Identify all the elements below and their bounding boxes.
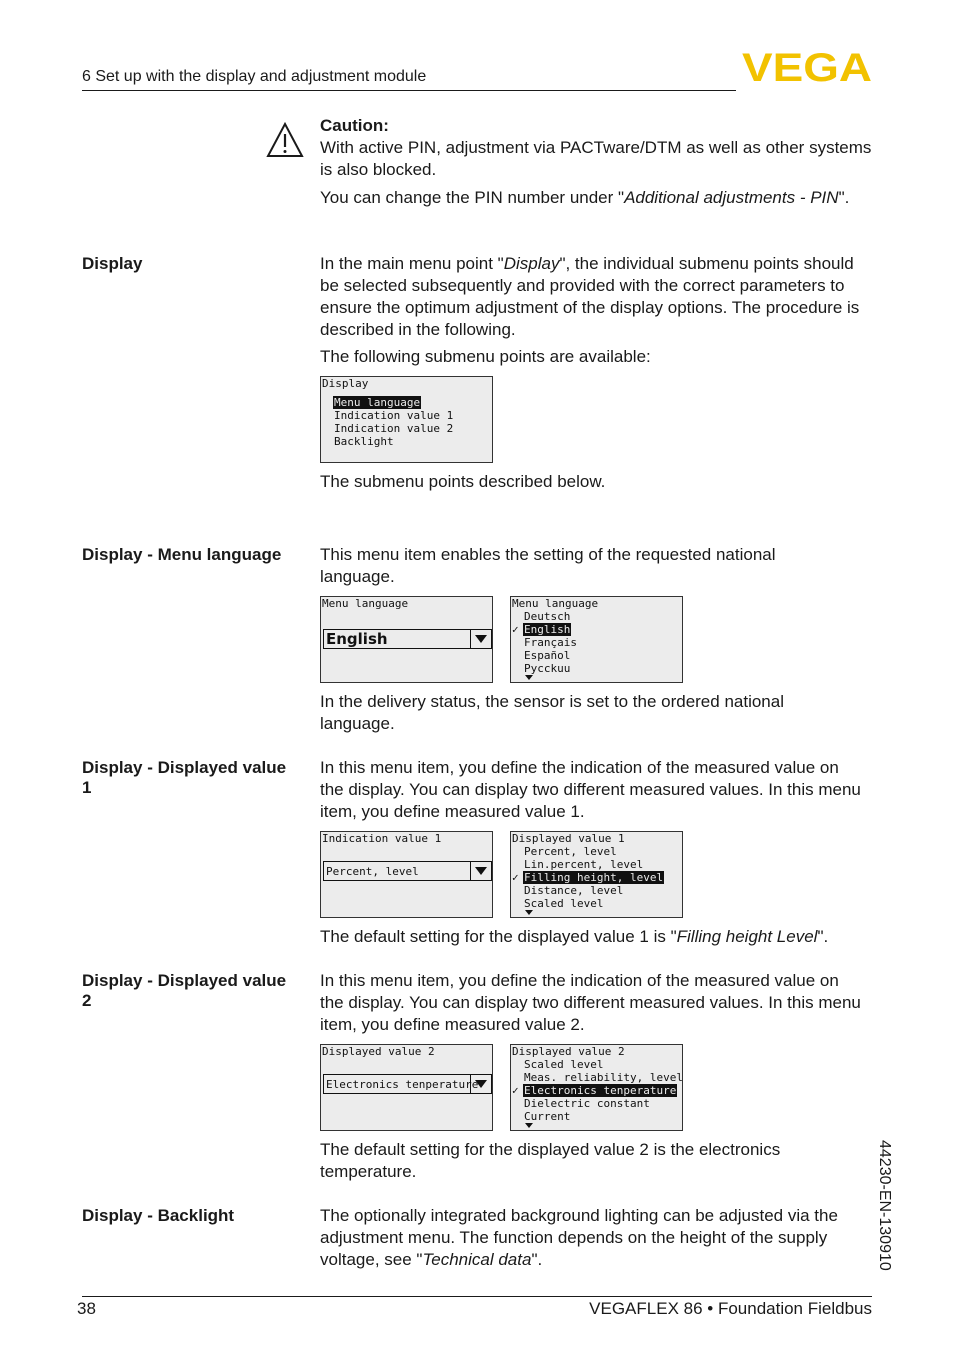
lcd-item-selected: Electronics tenperature (524, 1084, 677, 1097)
lcd-item: Percent, level (524, 845, 617, 858)
display-submenu-note: The submenu points described below. (320, 472, 606, 491)
lcd-item: Pycckuu (524, 662, 571, 675)
dropdown-arrow-icon (470, 630, 491, 648)
display-intro: In the main menu point "Display", the individual submenu points should be selected subsequently and provided with the correct parameters to ensure the optimum adjustment of the display options. The procedure is described in the following. (320, 254, 860, 339)
caution-block (320, 115, 872, 209)
menu-language-text: This menu item enables the setting of the requested national language. (320, 545, 776, 586)
displayed-value-1-default: The default setting for the displayed value 1 is "Filling height Level". (320, 927, 829, 946)
displayed-value-2-default: The default setting for the displayed value 2 is the electronics temperature. (320, 1140, 781, 1181)
header-section-title: 6 Set up with the display and adjustment module (82, 68, 427, 85)
lcd-menu-language-select (320, 596, 493, 683)
lcd-item-selected: English (524, 623, 571, 636)
page-number: 38 (77, 1299, 96, 1318)
scroll-down-icon (525, 910, 533, 915)
caution-title: Caution: (320, 116, 389, 135)
lcd-item: Dielectric constant (524, 1097, 650, 1110)
lcd-item: Deutsch (524, 610, 571, 623)
lcd-title: Indication value 1 (322, 832, 442, 845)
lcd-item-selected: Menu language (334, 396, 421, 409)
caution-pin-note: You can change the PIN number under "Additional adjustments - PIN". (320, 188, 850, 207)
backlight-text: The optionally integrated background lighting can be adjusted via the adjustment menu. The function depends on the height of the supply voltage, see "Technical data". (320, 1206, 838, 1269)
lcd-menu-language-list (510, 596, 683, 683)
backlight-label: Display - Backlight (82, 1206, 235, 1225)
lcd-title: Displayed value 2 (322, 1045, 435, 1058)
lcd-item: Distance, level (524, 884, 624, 897)
scroll-down-icon (525, 1123, 533, 1128)
lcd-dropdown (323, 629, 492, 649)
lcd-dropdown-value: Electronics tenperature (326, 1078, 479, 1091)
display-label: Display (82, 254, 143, 273)
checkmark-icon: ✓ (512, 871, 519, 884)
displayed-value-2-text: In this menu item, you define the indication of the measured value on the display. You can display two different measured values. In this menu item, you define measured value 2. (320, 971, 861, 1034)
displayed-value-1-text: In this menu item, you define the indication of the measured value on the display. You can display two different measured values. In this menu item, you define measured value 1. (320, 758, 861, 821)
caution-text: With active PIN, adjustment via PACTware/DTM as well as other systems is also blocked. (320, 138, 872, 179)
lcd-dropdown-value: Percent, level (326, 865, 419, 878)
lcd-title: Menu language (322, 597, 409, 610)
lcd-indication-value-1 (320, 831, 493, 918)
lcd-item: Scaled level (524, 897, 604, 910)
header-rule (82, 90, 736, 91)
lcd-dropdown (323, 861, 492, 881)
lcd-item: Current (524, 1110, 571, 1123)
footer-product: VEGAFLEX 86 • Foundation Fieldbus (589, 1299, 872, 1318)
lcd-item: Indication value 1 (334, 409, 454, 422)
lcd-title: Display (322, 377, 369, 390)
lcd-item: Español (524, 649, 571, 662)
lcd-displayed-value-1-list (510, 831, 683, 918)
lcd-title: Displayed value 1 (512, 832, 625, 845)
lcd-item: Backlight (334, 435, 394, 448)
lcd-item: Scaled level (524, 1058, 604, 1071)
lcd-item: Lin.percent, level (524, 858, 644, 871)
displayed-value-2-label: Display - Displayed value 2 (82, 971, 287, 1010)
menu-language-label: Display - Menu language (82, 545, 282, 564)
lcd-item: Meas. reliability, level (524, 1071, 683, 1084)
dropdown-arrow-icon (470, 862, 491, 880)
lcd-item: Français (524, 636, 577, 649)
svg-text:VEGA: VEGA (742, 50, 872, 84)
scroll-down-icon (525, 675, 533, 680)
dropdown-arrow-icon (470, 1075, 491, 1093)
warning-triangle-icon (266, 122, 304, 158)
lcd-displayed-value-2-list (510, 1044, 683, 1131)
checkmark-icon: ✓ (512, 1084, 519, 1097)
lcd-display-menu (320, 376, 493, 463)
vega-logo (742, 50, 872, 84)
displayed-value-1-label: Display - Displayed value 1 (82, 758, 287, 797)
menu-language-delivery-note: In the delivery status, the sensor is set to the ordered national language. (320, 692, 784, 733)
document-code: 44230-EN-130910 (876, 1140, 893, 1271)
lcd-title: Menu language (512, 597, 599, 610)
display-available-text: The following submenu points are available: (320, 347, 651, 366)
lcd-item-selected: Filling height, level (524, 871, 664, 884)
lcd-displayed-value-2-select (320, 1044, 493, 1131)
checkmark-icon: ✓ (512, 623, 519, 636)
lcd-dropdown-value: English (326, 630, 388, 648)
lcd-dropdown (323, 1074, 492, 1094)
footer-rule (82, 1296, 872, 1297)
lcd-item: Indication value 2 (334, 422, 454, 435)
lcd-title: Displayed value 2 (512, 1045, 625, 1058)
